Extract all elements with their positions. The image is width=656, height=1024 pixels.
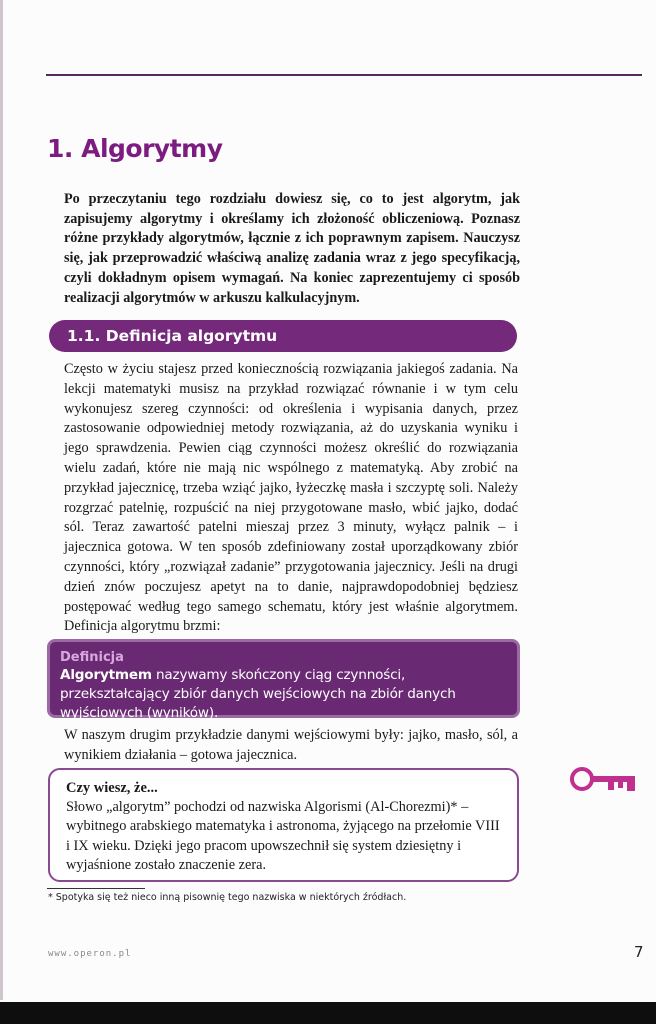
did-you-know-title: Czy wiesz, że... <box>66 780 158 796</box>
page-number: 7 <box>634 943 644 961</box>
body-paragraph <box>64 360 518 637</box>
chapter-title: 1. Algorytmy <box>47 134 223 163</box>
footnote-rule <box>47 888 145 889</box>
definition-label: Definicja <box>60 650 124 665</box>
footnote: * Spotyka się też nieco inną pisownię tego nazwiska w niektórych źródłach. <box>48 892 407 903</box>
key-icon <box>566 764 642 796</box>
body-text: Często w życiu stajesz przed koniecznością rozwiązania jakiegoś zadania. Na lekcji matematyki musisz na przykład rozwiązać równanie i w tym celu wykonujesz szereg czynności: od określenia i wypisania danych, przez zastosowanie odpowiedniej metody rozwiązania, aż do uzyskania wyniku i jego sprawdzenia. Pewien ciąg czynności możesz określić do rozwiązania wielu zadań, które nie mają nic wspólnego z matematyką. Aby zrobić na przykład jajecznicę, trzeba wziąć jajko, łyżeczkę masła i szczyptę soli. Należy rozgrzać patelnię, rozpuścić na niej przygotowane masło, wbić jajko, dodać sól. Teraz zawartość patelni mieszaj przez 3 minuty, wyłącz palnik – i jajecznica gotowa. W ten sposób zdefiniowany został uporządkowany zbiór czynności, który „rozwiązał zadanie” przygotowania jajecznicy. Jeśli na drugi dzień znów poczujesz apetyt na to danie, najprawdopodobniej będziesz postępować według tego samego schematu, który jest właśnie algorytmem. Definicja algorytmu brzmi: <box>64 361 518 635</box>
example-summary: W naszym drugim przykładzie danymi wejściowymi były: jajko, masło, sól, a wynikiem działania – gotowa jajecznica. <box>64 727 518 763</box>
definition-term: Algorytmem <box>60 667 152 683</box>
definition-text <box>60 666 507 723</box>
header-rule <box>46 74 642 76</box>
definition-body: nazywamy skończony ciąg czynności, przekształcający zbiór danych wejściowych na zbiór danych wyjściowych (wyników). <box>60 667 456 721</box>
page-left-edge <box>0 0 3 1000</box>
scan-bottom-edge <box>0 1002 656 1024</box>
section-heading: 1.1. Definicja algorytmu <box>49 320 517 352</box>
chapter-intro: Po przeczytaniu tego rozdziału dowiesz się, co to jest algorytm, jak zapisujemy algorytmy i określamy ich złożoność obliczeniową. Poznasz różne przykłady algorytmów, łącznie z ich poprawnym zapisem. Nauczysz się, jak przeprowadzić właściwą analizę zadania wraz z jego specyfikacją, czyli dokładnym opisem wymagań. Na koniec zaprezentujemy ci sposób realizacji algorytmów w arkuszu kalkulacyjnym. <box>64 191 520 306</box>
did-you-know-box <box>48 768 519 882</box>
publisher-website: www.operon.pl <box>48 949 132 959</box>
definition-box <box>47 639 520 721</box>
did-you-know-text: Słowo „algorytm” pochodzi od nazwiska Algorismi (Al-Chorezmi)* – wybitnego arabskiego matematyka i astronoma, żyjącego na przełomie VIII i IX wieku. Dzięki jego pracom upowszechnił się system dziesiętny i wyjaśnione zostało znaczenie zera. <box>66 799 500 873</box>
